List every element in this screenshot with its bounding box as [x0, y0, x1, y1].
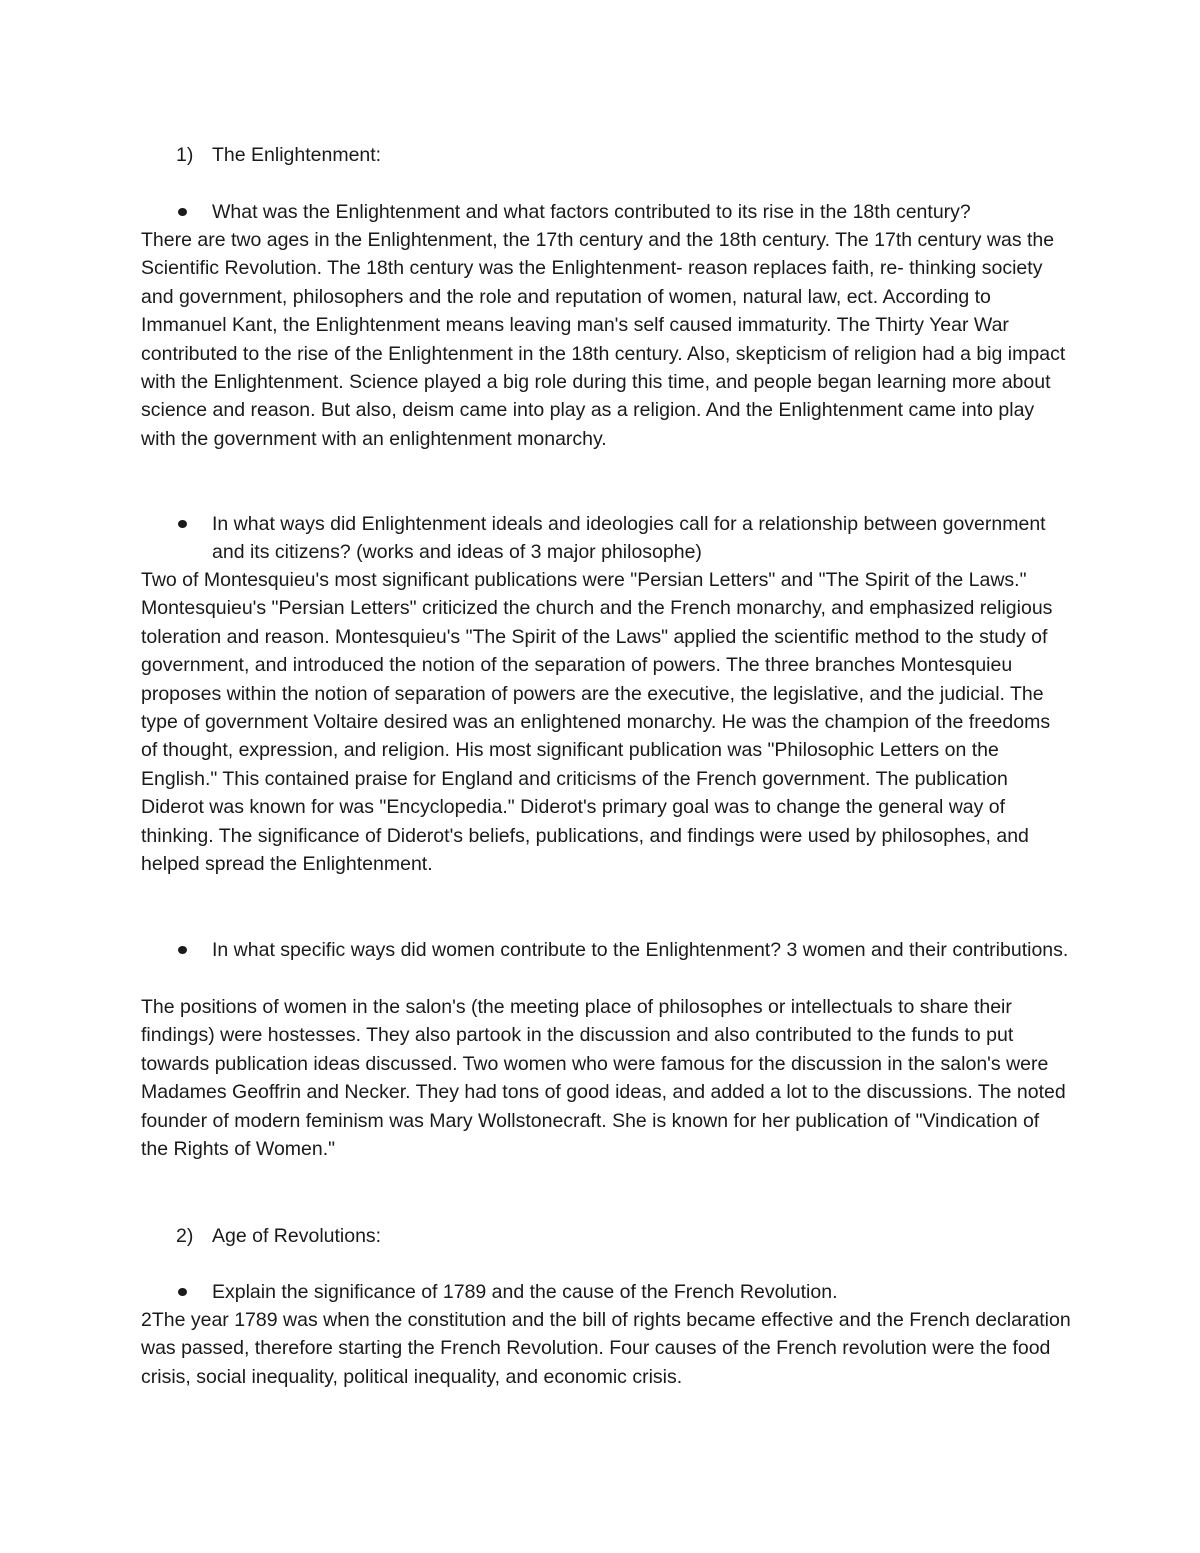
section-number: 2): [176, 1225, 194, 1247]
section-title: The Enlightenment:: [212, 144, 382, 166]
question-text: What was the Enlightenment and what factors contributed to its rise in the 18th century?: [212, 201, 971, 223]
section-number: 1): [176, 144, 194, 166]
bullet-icon: [178, 1288, 187, 1296]
bullet-icon: [178, 946, 187, 954]
answer-paragraph: There are two ages in the Enlightenment, the 17th century and the 18th century. The 17th century was the Scientific Revolution. The 18th century was the Enlightenment- reason replaces faith, re- thinking society and government, philosophers and the role and reputation of women, natural law, ect. According to Immanuel Kant, the Enlightenment means leaving man's self caused immaturity. The Thirty Year War contributed to the rise of the Enlightenment in the 18th century. Also, skepticism of religion had a big impact with the Enlightenment. Science played a big role during this time, and people began learning more about science and reason. But also, deism came into play as a religion. And the Enlightenment came into play with the government with an enlightenment monarchy.: [141, 229, 1066, 450]
answer-paragraph: 2The year 1789 was when the constitution and the bill of rights became effective and the French declaration was passed, therefore starting the French Revolution. Four causes of the French revolution were the food crisis, social inequality, political inequality, and economic crisis.: [141, 1309, 1071, 1388]
section-heading-revolutions: [176, 1222, 381, 1250]
question-text: Explain the significance of 1789 and the cause of the French Revolution.: [212, 1281, 838, 1303]
section-title: Age of Revolutions:: [212, 1225, 382, 1247]
question-bullet: [176, 936, 1076, 964]
section-heading-enlightenment: [176, 141, 381, 169]
question-text: In what ways did Enlightenment ideals and ideologies call for a relationship between government and its citizens? (works and ideas of 3 major philosophe): [212, 513, 1046, 564]
answer-paragraph: Two of Montesquieu's most significant publications were "Persian Letters" and "The Spirit of the Laws." Montesquieu's "Persian Letters" criticized the church and the French monarchy, and emphasized religious toleration and reason. Montesquieu's "The Spirit of the Laws" applied the scientific method to the study of government, and introduced the notion of the separation of powers. The three branches Montesquieu proposes within the notion of separation of powers are the executive, the legislative, and the judicial. The type of government Voltaire desired was an enlightened monarchy. He was the champion of the freedoms of thought, expression, and religion. His most significant publication was "Philosophic Letters on the English." This contained praise for England and criticisms of the French government. The publication Diderot was known for was "Encyclopedia." Diderot's primary goal was to change the general way of thinking. The significance of Diderot's beliefs, publications, and findings were used by philosophes, and helped spread the Enlightenment.: [141, 569, 1053, 876]
question-bullet: [176, 510, 1076, 567]
answer-paragraph: The positions of women in the salon's (the meeting place of philosophes or intellectuals to share their findings) were hostesses. They also partook in the discussion and also contributed to the funds to put towards publication ideas discussed. Two women who were famous for the discussion in the salon's were Madames Geoffrin and Necker. They had tons of good ideas, and added a lot to the discussions. The noted founder of modern feminism was Mary Wollstonecraft. She is known for her publication of "Vindication of the Rights of Women.": [141, 996, 1066, 1161]
question-bullet: [176, 198, 1076, 226]
bullet-icon: [178, 520, 187, 528]
question-bullet: [176, 1278, 1076, 1306]
question-text: In what specific ways did women contribute to the Enlightenment? 3 women and their contributions.: [212, 939, 1069, 961]
bullet-icon: [178, 208, 187, 216]
